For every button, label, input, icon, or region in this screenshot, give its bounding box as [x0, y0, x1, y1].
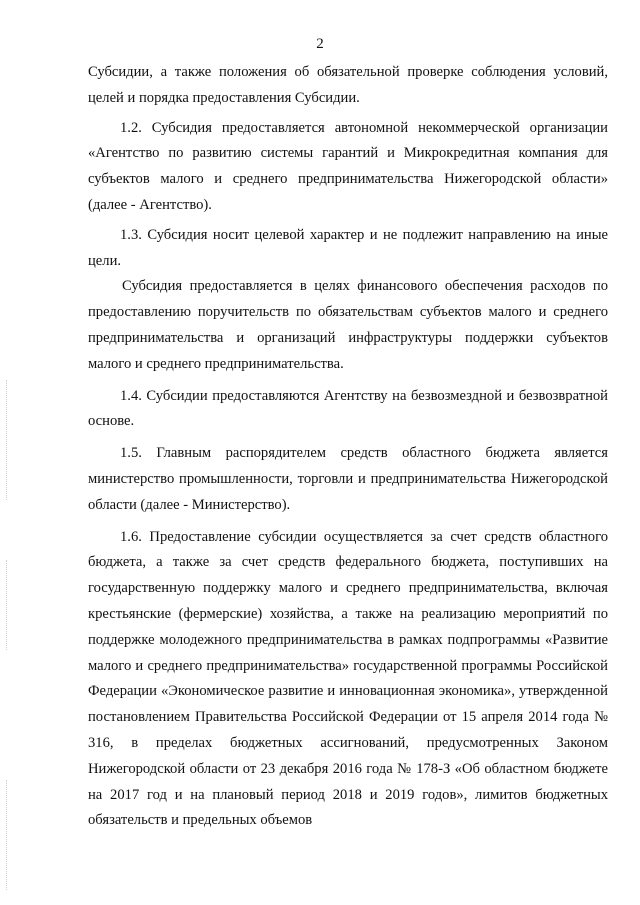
paragraph-1-4: 1.4. Субсидии предоставляются Агентству на безвозмездной и безвозвратной основе.	[88, 387, 608, 430]
paragraph-1-6: 1.6. Предоставление субсидии осуществляется за счет средств областного бюджета, а также за счет средств федерального бюджета, поступивших на государственную поддержку малого и среднего предпринимательства, включая крестьянские (фермерские) хозяйства, а также на реализацию мероприятий по поддержке молодежного предпринимательства в рамках подпрограммы «Развитие малого и среднего предпринимательства» государственной программы Российской Федерации «Экономическое развитие и инновационная экономика», утвержденной постановлением Правительства Российской Федерации от 15 апреля 2014 года № 316, в пределах бюджетных ассигнований, предусмотренных Законом Нижегородской области от 23 декабря 2016 года № 178-З «Об областном бюджете на 2017 год и на плановый период 2018 и 2019 годов», лимитов бюджетных обязательств и предельных объемов	[88, 528, 608, 829]
scan-margin-mark	[6, 380, 8, 500]
scan-margin-mark	[6, 560, 8, 650]
paragraph-subsidy-purpose: Субсидия предоставляется в целях финансового обеспечения расходов по предоставлению поручительств по обязательствам субъектов малого и среднего предпринимательства и организаций инфраструктуры поддержки субъектов малого и среднего предпринимательства.	[88, 278, 608, 372]
paragraph-1-2: 1.2. Субсидия предоставляется автономной некоммерческой организации «Агентство по развитию системы гарантий и Микрокредитная компания для субъектов малого и среднего предпринимательства Нижегородской области» (далее - Агентство).	[88, 119, 608, 213]
paragraph-continuation: Субсидии, а также положения об обязательной проверке соблюдения условий, целей и порядка предоставления Субсидии.	[88, 64, 608, 106]
paragraph-1-3: 1.3. Субсидия носит целевой характер и не подлежит направлению на иные цели.	[88, 226, 608, 269]
paragraph-1-5: 1.5. Главным распорядителем средств областного бюджета является министерство промышленности, торговли и предпринимательства Нижегородской области (далее - Министерство).	[88, 445, 608, 513]
page-number: 2	[316, 36, 324, 52]
document-body	[88, 60, 608, 834]
scan-margin-mark	[6, 780, 8, 890]
